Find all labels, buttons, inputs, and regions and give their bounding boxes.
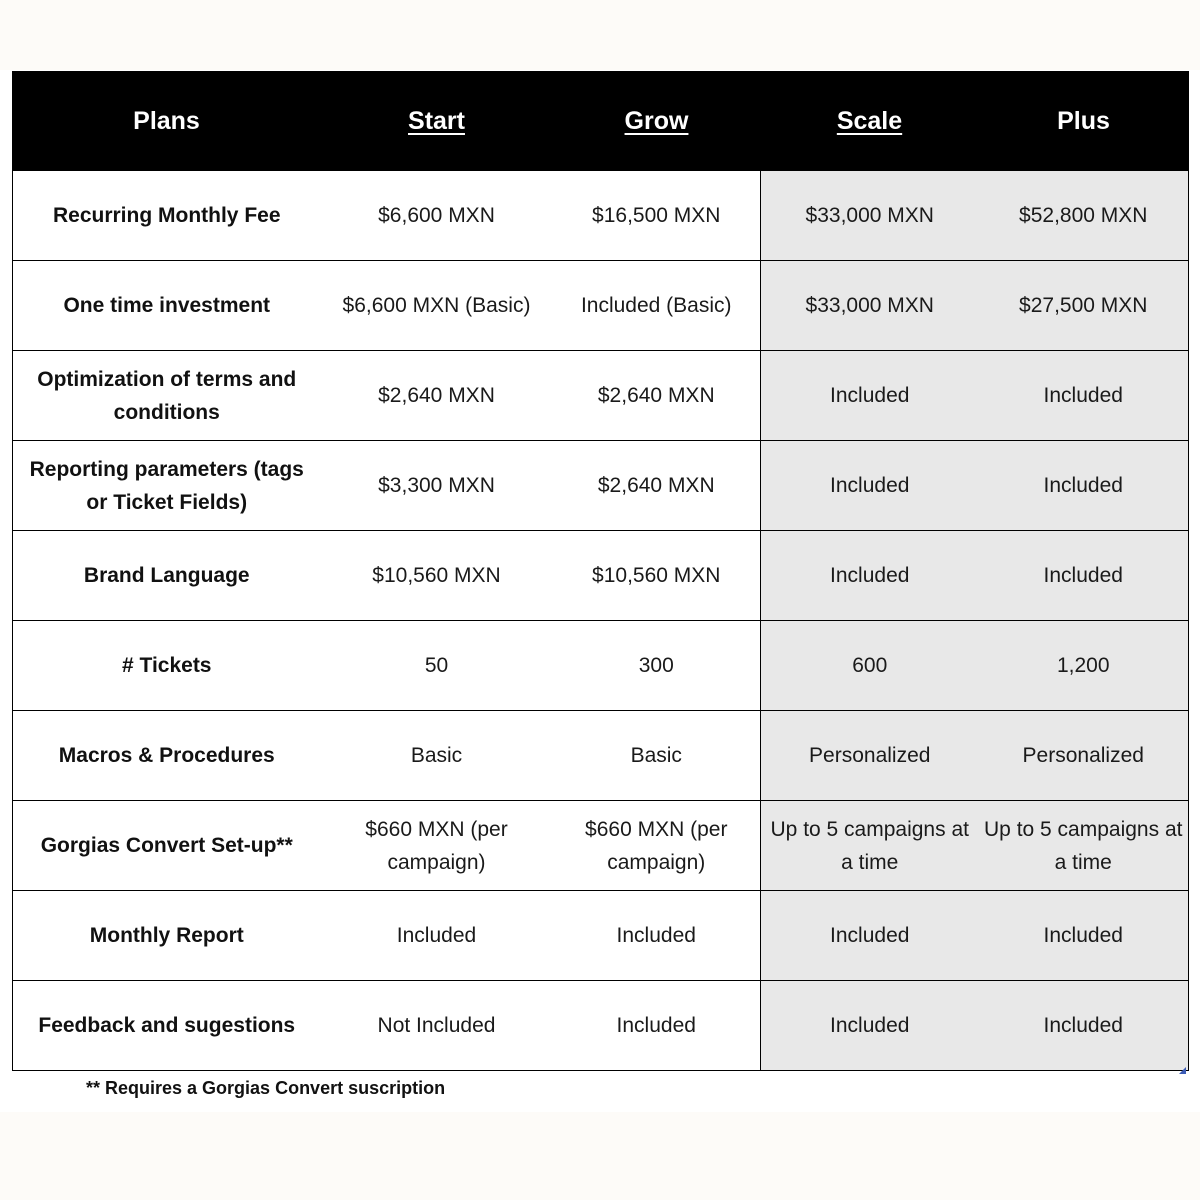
table-cell: 600	[761, 621, 979, 711]
table-row	[13, 891, 1189, 981]
table-cell: $10,560 MXN	[321, 531, 553, 621]
table-cell: $660 MXN (per campaign)	[553, 801, 761, 891]
table-cell: $6,600 MXN (Basic)	[321, 261, 553, 351]
row-label: Monthly Report	[13, 891, 321, 981]
table-cell: $16,500 MXN	[553, 171, 761, 261]
table-cell: $2,640 MXN	[553, 351, 761, 441]
table-cell: Included	[761, 441, 979, 531]
header-grow[interactable]: Grow	[553, 72, 761, 171]
row-label: Gorgias Convert Set-up**	[13, 801, 321, 891]
table-cell: Included	[553, 981, 761, 1071]
table-cell: Included	[761, 891, 979, 981]
table-cell: Up to 5 campaigns at a time	[979, 801, 1189, 891]
table-cell: Included	[761, 351, 979, 441]
table-cell: $10,560 MXN	[553, 531, 761, 621]
table-cell: Basic	[321, 711, 553, 801]
table-cell: Personalized	[761, 711, 979, 801]
table-row	[13, 261, 1189, 351]
table-cell: $2,640 MXN	[321, 351, 553, 441]
table-cell: 300	[553, 621, 761, 711]
table-row	[13, 711, 1189, 801]
pricing-table	[12, 71, 1189, 1071]
row-label: Optimization of terms and conditions	[13, 351, 321, 441]
row-label: Feedback and sugestions	[13, 981, 321, 1071]
table-cell: Included	[761, 981, 979, 1071]
footnote: ** Requires a Gorgias Convert suscription	[86, 1078, 446, 1098]
table-row	[13, 441, 1189, 531]
row-label: # Tickets	[13, 621, 321, 711]
table-cell: Included	[979, 981, 1189, 1071]
table-row	[13, 801, 1189, 891]
table-cell: Included	[979, 891, 1189, 981]
row-label: Brand Language	[13, 531, 321, 621]
row-label: Recurring Monthly Fee	[13, 171, 321, 261]
row-label: One time investment	[13, 261, 321, 351]
table-cell: $3,300 MXN	[321, 441, 553, 531]
table-cell: $27,500 MXN	[979, 261, 1189, 351]
header-plans: Plans	[13, 72, 321, 171]
header-row	[13, 72, 1189, 171]
table-cell: Not Included	[321, 981, 553, 1071]
table-cell: Personalized	[979, 711, 1189, 801]
table-cell: $52,800 MXN	[979, 171, 1189, 261]
row-label: Macros & Procedures	[13, 711, 321, 801]
table-cell: Included	[761, 531, 979, 621]
table-cell: Included	[979, 441, 1189, 531]
header-start[interactable]: Start	[321, 72, 553, 171]
table-cell: $33,000 MXN	[761, 171, 979, 261]
table-row	[13, 981, 1189, 1071]
table-cell: Included	[553, 891, 761, 981]
table-cell: $660 MXN (per campaign)	[321, 801, 553, 891]
table-row	[13, 621, 1189, 711]
table-cell: Up to 5 campaigns at a time	[761, 801, 979, 891]
table-cell: Included	[321, 891, 553, 981]
header-scale[interactable]: Scale	[761, 72, 979, 171]
table-cell: 50	[321, 621, 553, 711]
table-cell: $33,000 MXN	[761, 261, 979, 351]
row-label: Reporting parameters (tags or Ticket Fields)	[13, 441, 321, 531]
table-cell: $6,600 MXN	[321, 171, 553, 261]
table-cell: Included (Basic)	[553, 261, 761, 351]
table-cell: Included	[979, 531, 1189, 621]
selection-resize-handle[interactable]	[1179, 1067, 1186, 1074]
table-cell: $2,640 MXN	[553, 441, 761, 531]
table-row	[13, 171, 1189, 261]
table-cell: Basic	[553, 711, 761, 801]
table-row	[13, 531, 1189, 621]
table-row	[13, 351, 1189, 441]
table-cell: 1,200	[979, 621, 1189, 711]
table-cell: Included	[979, 351, 1189, 441]
header-plus: Plus	[979, 72, 1189, 171]
